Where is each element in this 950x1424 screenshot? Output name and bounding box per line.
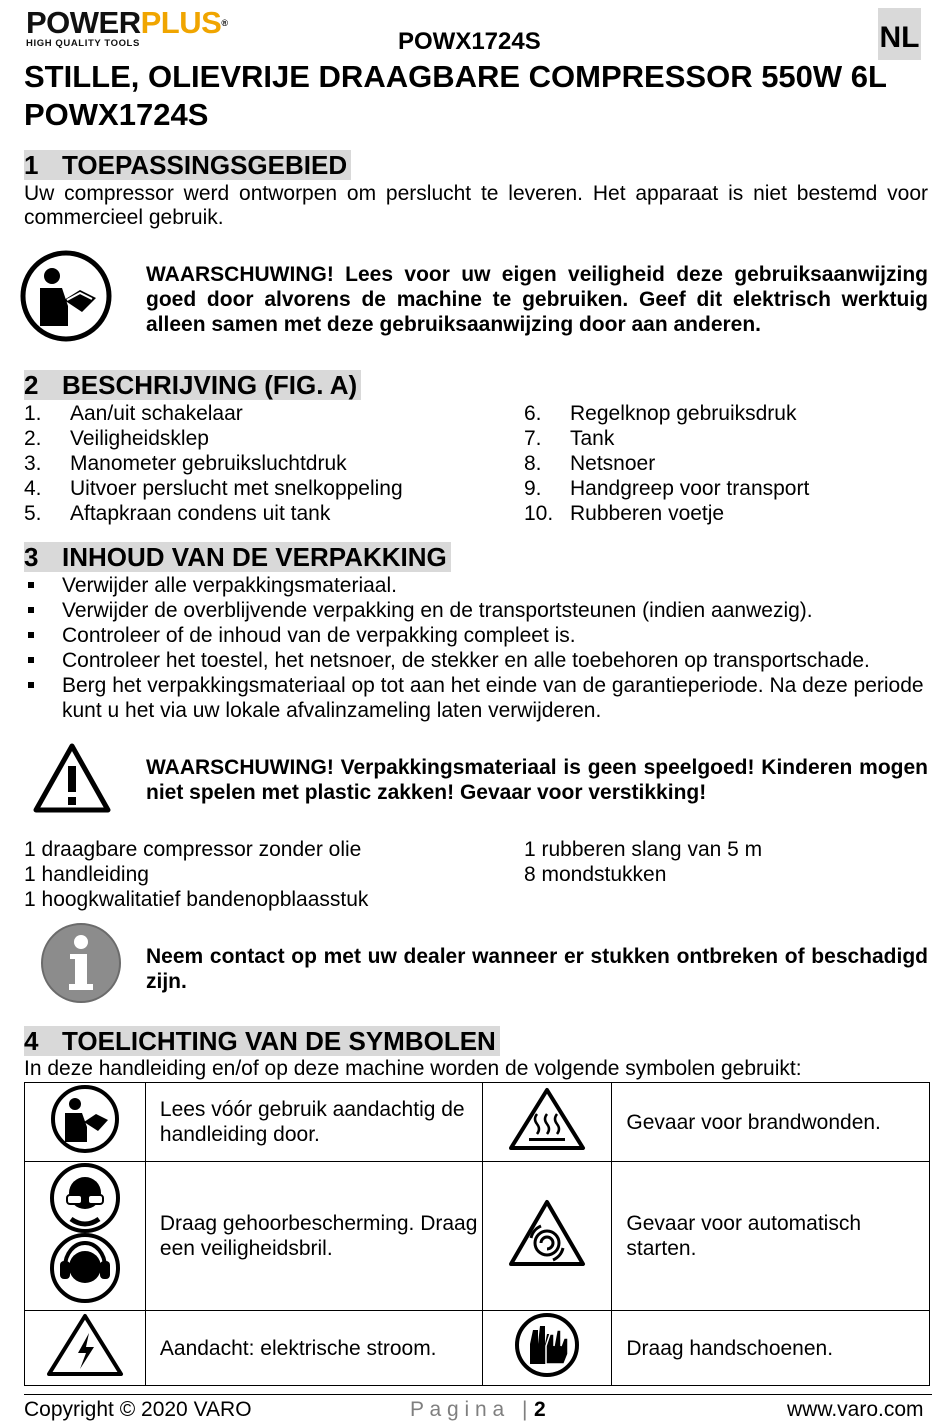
list-item: 9. Handgreep voor transport (524, 477, 810, 500)
footer-page-separator: | (522, 1398, 528, 1421)
symbol-cell (482, 1311, 612, 1386)
section-4-heading: 4 TOELICHTING VAN DE SYMBOLEN (24, 1026, 500, 1056)
section-1-warning: WAARSCHUWING! Lees voor uw eigen veiligheid deze gebruiksaanwijzing goed door alvorens de machine te gebruiken. Geef dit elektrisch werktuig alleen samen met deze gebruiksaanwijzing door aan anderen. (146, 263, 928, 336)
symbol-desc: Draag gehoorbescherming. Draag een veiligheidsbril. (145, 1162, 482, 1311)
section-1-text: Uw compressor werd ontworpen om perslucht te leveren. Het apparaat is niet bestemd voor commercieel gebruik. (24, 182, 928, 229)
list-item: 1 handleiding (24, 863, 149, 886)
symbol-desc: Lees vóór gebruik aandachtig de handleiding door. (145, 1083, 482, 1162)
list-item: 1 hoogkwalitatief bandenopblaasstuk (24, 888, 369, 911)
unpacking-list (24, 573, 928, 723)
contents-list-right (524, 837, 924, 887)
symbol-desc: Gevaar voor automatisch starten. (612, 1162, 930, 1311)
parts-list-left (24, 401, 504, 526)
hot-surface-icon (507, 1086, 587, 1152)
list-item: 7. Tank (524, 427, 615, 450)
list-item: 8 mondstukken (524, 863, 667, 886)
electric-hazard-icon (46, 1313, 124, 1377)
table-row (25, 1311, 930, 1386)
list-item: Verwijder de overblijvende verpakking en de transportsteunen (indien aanwezig). (24, 598, 928, 623)
symbol-cell (25, 1083, 146, 1162)
section-1-heading: 1 TOEPASSINGSGEBIED (24, 150, 351, 180)
list-item: 3. Manometer gebruiksluchtdruk (24, 452, 347, 475)
list-item: 6. Regelknop gebruiksdruk (524, 402, 797, 425)
section-3-warning: WAARSCHUWING! Verpakkingsmateriaal is geen speelgoed! Kinderen mogen niet spelen met plastic zakken! Gevaar voor verstikking! (146, 756, 928, 804)
contents-list-left (24, 837, 504, 912)
header-model: POWX1724S (398, 28, 541, 55)
footer-page-label: P a g i n a (410, 1398, 505, 1421)
symbol-desc: Draag handschoenen. (612, 1311, 930, 1386)
list-item: Verwijder alle verpakkingsmateriaal. (24, 573, 928, 598)
gloves-icon (514, 1312, 580, 1378)
list-item: 1 rubberen slang van 5 m (524, 838, 763, 861)
footer-divider (24, 1394, 932, 1395)
list-item: 10. Rubberen voetje (524, 502, 725, 525)
list-item: 1 draagbare compressor zonder olie (24, 838, 362, 861)
section-3-heading: 3 INHOUD VAN DE VERPAKKING (24, 542, 451, 572)
symbol-cell (25, 1162, 146, 1311)
list-item: 1. Aan/uit schakelaar (24, 402, 243, 425)
footer-page-number: 2 (534, 1398, 546, 1421)
footer-copyright: Copyright © 2020 VARO (24, 1398, 252, 1421)
table-row (25, 1162, 930, 1311)
read-manual-icon (20, 250, 112, 342)
automatic-start-icon (507, 1198, 587, 1268)
symbol-desc: Gevaar voor brandwonden. (612, 1083, 930, 1162)
section-3-info: Neem contact op met uw dealer wanneer er stukken ontbreken of beschadigd zijn. (146, 945, 928, 993)
page-title: STILLE, OLIEVRIJE DRAAGBARE COMPRESSOR 550W 6L POWX1724S (24, 59, 887, 132)
list-item: Berg het verpakkingsmateriaal op tot aan het einde van de garantieperiode. Na deze periode kunt u het via uw lokale afvalinzameling laten verwijderen. (24, 673, 928, 723)
symbol-cell (482, 1162, 612, 1311)
brand-logo: POWERPLUS® HIGH QUALITY TOOLS (26, 6, 286, 52)
section-4-intro: In deze handleiding en/of op deze machine worden de volgende symbolen gebruikt: (24, 1057, 802, 1080)
list-item: 4. Uitvoer perslucht met snelkoppeling (24, 477, 403, 500)
symbol-desc: Aandacht: elektrische stroom. (145, 1311, 482, 1386)
list-item: Controleer het toestel, het netsnoer, de stekker en alle toebehoren op transportschade. (24, 648, 928, 673)
list-item: 8. Netsnoer (524, 452, 656, 475)
read-manual-icon (50, 1084, 120, 1154)
symbols-table (24, 1082, 930, 1386)
list-item: 2. Veiligheidsklep (24, 427, 209, 450)
language-badge: NL (878, 8, 921, 60)
section-2-heading: 2 BESCHRIJVING (FIG. A) (24, 370, 361, 400)
info-icon (40, 922, 122, 1004)
safety-glasses-and-ear-protection-icon (47, 1163, 123, 1303)
symbol-cell (25, 1311, 146, 1386)
parts-list-right (524, 401, 924, 526)
list-item: 5. Aftapkraan condens uit tank (24, 502, 331, 525)
logo-tagline: HIGH QUALITY TOOLS (26, 38, 140, 49)
symbol-cell (482, 1083, 612, 1162)
warning-triangle-icon (32, 742, 112, 814)
list-item: Controleer of de inhoud van de verpakking compleet is. (24, 623, 928, 648)
table-row (25, 1083, 930, 1162)
footer-website: www.varo.com (787, 1398, 924, 1421)
